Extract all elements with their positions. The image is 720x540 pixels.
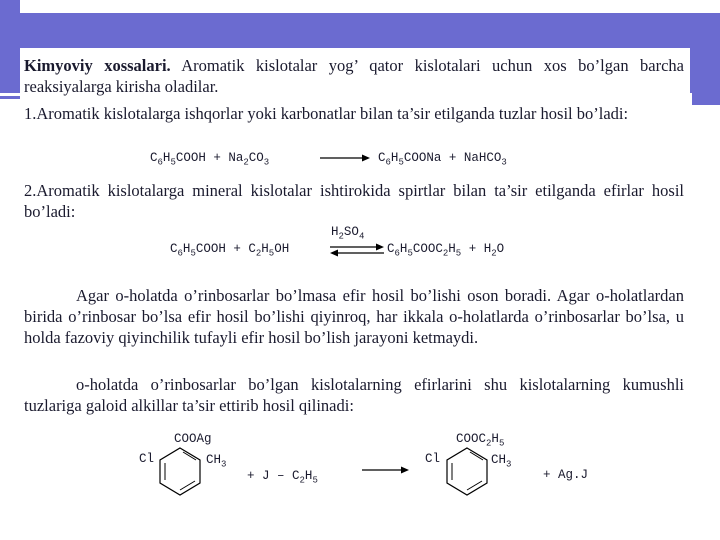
equation-1-left: $C_6H_5COOH + Na_2CO_3$: [150, 151, 270, 168]
structure-2-top-group: $COOC_2H_5$: [456, 432, 505, 449]
structure-1-ch3: $CH_3$: [206, 453, 227, 470]
reagent: + J – $C_2H_5$: [247, 469, 318, 486]
point-1-text: 1.Aromatik kislotalarga ishqorlar yoki karbonatlar bilan ta’sir etilganda tuzlar hosil bo’ladi:: [24, 104, 629, 123]
structure-2-ch3: $CH_3$: [491, 453, 512, 470]
point-2-text: 2.Aromatik kislotalarga mineral kislotalar ishtirokida spirtlar bilan ta’sir etilganda efirlar hosil bo’ladi:: [24, 181, 684, 221]
heading-text: Aromatik kislotalar yog’ qator kislotalari uchun xos bo’lgan barcha reaksiyalarga kirisha oladilar.: [24, 56, 684, 96]
equation-1-right: $C_6H_5COONa$ + NaHCO$_3$: [378, 151, 507, 168]
equation-2-left: $C_6H_5COOH + C_2H_5OH$: [170, 242, 290, 259]
structure-2-cl: Cl: [425, 452, 441, 466]
equation-1-arrow: [318, 152, 373, 164]
equation-2-catalyst: $H_2SO_4$: [331, 225, 365, 242]
structure-1-benzene-ring: [150, 443, 210, 503]
structure-2-benzene-ring: [437, 443, 497, 503]
heading-title: Kimyoviy xossalari.: [24, 56, 171, 75]
left-accent-line: [0, 96, 20, 99]
right-accent: [692, 13, 720, 105]
structure-1-cl: Cl: [139, 452, 155, 466]
heading-paragraph: [24, 55, 684, 97]
paragraph-3-text: Agar o-holatda o’rinbosarlar bo’lmasa efir hosil bo’lishi oson boradi. Agar o-holatlardan birida o’rinbosar bo’lsa efir hosil bo’lishi qiyinroq, har ikkala o-holatlarda o’rinbosarlar bo’lsa, u holda fazoviy qiyinchilik tufayli efir hosil bo’lish jarayoni ketmaydi.: [24, 286, 684, 347]
reaction-arrow: [360, 464, 412, 476]
left-accent: [0, 0, 20, 80]
structure-1-top-group: COOAg: [174, 432, 212, 446]
product-extra: + Ag.J: [543, 468, 589, 482]
paragraph-4-text: o-holatda o’rinbosarlar bo’lgan kislotalarning efirlarini shu kislotalarning kumushli tuzlariga galoid alkillar ta’sir ettirib hosil qilinadi:: [24, 375, 684, 415]
paragraph-4: [24, 374, 684, 416]
equation-2-equilibrium-arrow: [328, 240, 386, 260]
point-2: [24, 180, 684, 222]
equation-2-right: $C_6H_5COOC_2H_5 + H_2O$: [387, 242, 505, 259]
paragraph-3: [24, 285, 684, 348]
point-1: [24, 103, 684, 124]
